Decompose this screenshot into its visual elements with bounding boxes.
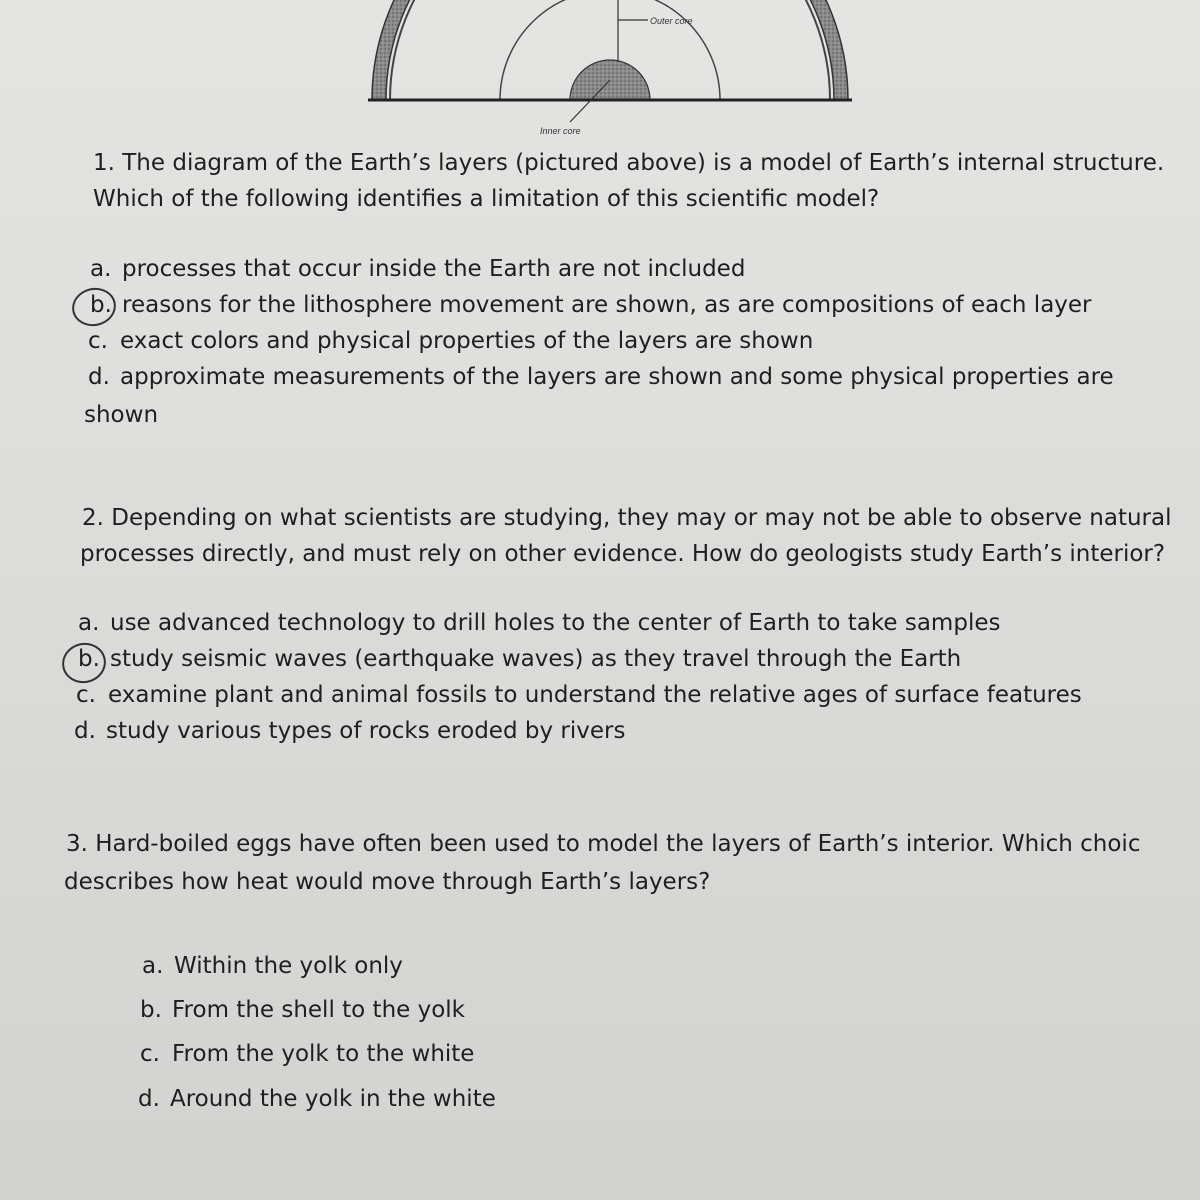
option-text: Around the yolk in the white <box>170 1086 496 1112</box>
earth-layers-diagram <box>360 0 860 145</box>
q2-option-c[interactable] <box>76 677 1082 713</box>
option-text: Within the yolk only <box>174 953 403 979</box>
option-letter: d. <box>88 364 110 390</box>
question-1-line-1: 1. The diagram of the Earth’s layers (pictured above) is a model of Earth’s internal structure. <box>93 150 1165 176</box>
option-text: processes that occur inside the Earth are not included <box>122 256 746 282</box>
option-letter: c. <box>140 1041 160 1067</box>
question-3-line-2: describes how heat would move through Earth’s layers? <box>64 869 711 895</box>
question-1-line-2: Which of the following identifies a limitation of this scientific model? <box>93 186 880 212</box>
option-letter: c. <box>76 682 96 708</box>
q2-option-b[interactable] <box>78 641 961 677</box>
option-letter: b. <box>140 997 162 1023</box>
option-letter: d. <box>74 718 96 744</box>
option-text: From the yolk to the white <box>172 1041 475 1067</box>
q1-option-c[interactable] <box>88 323 813 359</box>
option-text: reasons for the lithosphere movement are shown, as are compositions of each layer <box>122 292 1092 318</box>
option-letter: b. <box>90 292 112 318</box>
q1-option-a[interactable] <box>90 251 745 287</box>
q3-option-b[interactable] <box>140 992 465 1028</box>
q1-option-b[interactable] <box>90 287 1092 323</box>
inner-core-label: Inner core <box>540 126 581 136</box>
option-text: study various types of rocks eroded by rivers <box>106 718 626 744</box>
q2-option-a[interactable] <box>78 605 1000 641</box>
option-text: examine plant and animal fossils to understand the relative ages of surface features <box>108 682 1082 708</box>
question-3-line-1: 3. Hard-boiled eggs have often been used to model the layers of Earth’s interior. Which choic <box>66 831 1141 857</box>
question-2-line-2: processes directly, and must rely on other evidence. How do geologists study Earth’s interior? <box>80 541 1166 567</box>
option-letter: b. <box>78 646 100 672</box>
option-letter: a. <box>142 953 164 979</box>
option-letter: d. <box>138 1086 160 1112</box>
q3-option-c[interactable] <box>140 1036 474 1072</box>
question-2-line-1: 2. Depending on what scientists are studying, they may or may not be able to observe natural <box>82 505 1172 531</box>
option-text: From the shell to the yolk <box>172 997 466 1023</box>
option-letter: a. <box>90 256 112 282</box>
option-letter: c. <box>88 328 108 354</box>
q3-option-a[interactable] <box>142 948 403 984</box>
option-text: approximate measurements of the layers are shown and some physical properties are <box>120 364 1114 390</box>
option-text: exact colors and physical properties of the layers are shown <box>120 328 814 354</box>
outer-core-label: Outer core <box>650 16 693 26</box>
option-letter: a. <box>78 610 100 636</box>
option-text: use advanced technology to drill holes to the center of Earth to take samples <box>110 610 1001 636</box>
q2-option-d[interactable] <box>74 713 625 749</box>
q3-option-d[interactable] <box>138 1081 496 1117</box>
q1-option-d-continued: shown <box>84 402 159 428</box>
option-text: study seismic waves (earthquake waves) as they travel through the Earth <box>110 646 962 672</box>
q1-option-d[interactable] <box>88 359 1114 395</box>
